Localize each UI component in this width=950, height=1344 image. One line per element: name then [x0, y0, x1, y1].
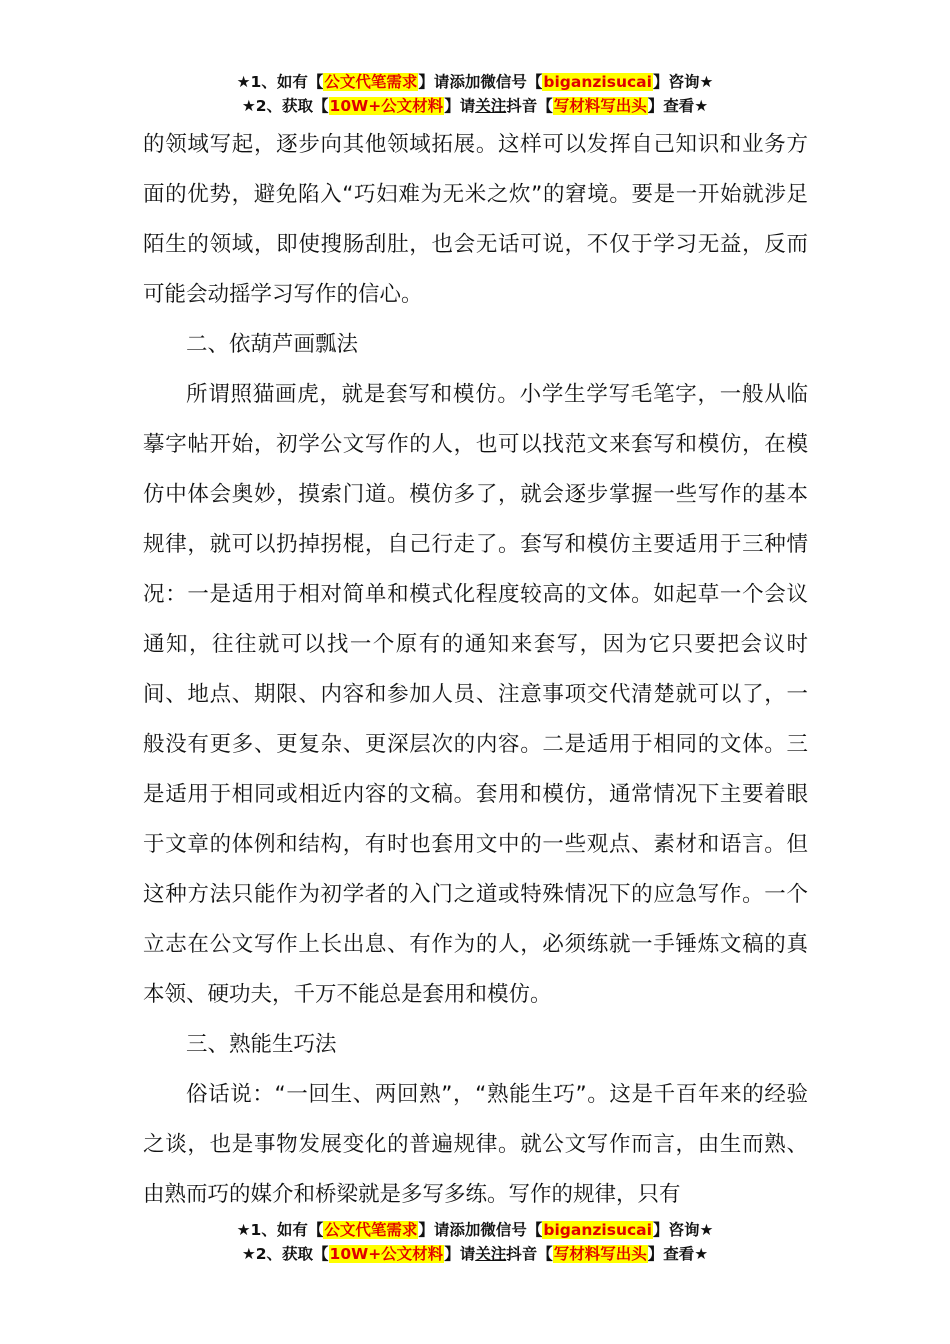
paragraph-continued: 的领域写起，逐步向其他领域拓展。这样可以发挥自己知识和业务方面的优势，避免陷入“巧妇难为无米之炊”的窘境。要是一开始就涉足陌生的领域，即使搜肠刮肚，也会无话可说，不仅于学习无益，反而可能会动摇学习写作的信心。 [143, 132, 808, 307]
promo-text: 】查看 [647, 97, 695, 115]
promo-highlight: 公文代笔需求 [324, 1221, 418, 1239]
section-heading-3: 三、熟能生巧法 [186, 1032, 337, 1057]
promo-highlight: biganzisucai [543, 1221, 652, 1239]
star-icon: ★ [694, 1245, 709, 1263]
paragraph: 俗话说：“一回生、两回熟”，“熟能生巧”。这是千百年来的经验之谈，也是事物发展变化的普遍规律。就公文写作而言，由生而熟、由熟而巧的媒介和桥梁就是多写多练。写作的规律，只有 [143, 1082, 808, 1207]
promo-highlight: 写材料写出头 [553, 1245, 647, 1263]
document-body [143, 120, 808, 1220]
promo-highlight: 10W+公文材料 [329, 97, 444, 115]
star-icon: ★ [236, 73, 251, 91]
promo-text: 】请 [444, 97, 476, 115]
promo-line-1 [0, 70, 950, 94]
promo-text: 1、如有【 [250, 73, 324, 91]
paragraph: 所谓照猫画虎，就是套写和模仿。小学生学写毛笔字，一般从临摹字帖开始，初学公文写作的人，也可以找范文来套写和模仿，在模仿中体会奥妙，摸索门道。模仿多了，就会逐步掌握一些写作的基本规律，就可以扔掉拐棍，自己行走了。套写和模仿主要适用于三种情况：一是适用于相对简单和模式化程度较高的文体。如起草一个会议通知，往往就可以找一个原有的通知来套写，因为它只要把会议时间、地点、期限、内容和参加人员、注意事项交代清楚就可以了，一般没有更多、更复杂、更深层次的内容。二是适用于相同的文体。三是适用于相同或相近内容的文稿。套用和模仿，通常情况下主要着眼于文章的体例和结构，有时也套用文中的一些观点、素材和语言。但这种方法只能作为初学者的入门之道或特殊情况下的应急写作。一个立志在公文写作上长出息、有作为的人，必须练就一手锤炼文稿的真本领、硬功夫，千万不能总是套用和模仿。 [143, 382, 808, 1007]
promo-text: 2、获取【 [255, 97, 329, 115]
promo-text: 微信号【 [480, 73, 543, 91]
promo-text: 】查看 [647, 1245, 695, 1263]
promo-highlight: 公文代笔需求 [324, 73, 418, 91]
star-icon: ★ [241, 97, 256, 115]
promo-line-1 [0, 1218, 950, 1242]
star-icon: ★ [241, 1245, 256, 1263]
promo-line-2 [0, 1242, 950, 1266]
promo-highlight: 写材料写出头 [553, 97, 647, 115]
promo-highlight: biganzisucai [543, 73, 652, 91]
promo-emphasis: 关注 [475, 1245, 507, 1263]
promo-text: 】咨询 [652, 73, 700, 91]
promo-line-2 [0, 94, 950, 118]
promo-text: 】请 [444, 1245, 476, 1263]
promo-text: 】请 [418, 73, 450, 91]
star-icon: ★ [236, 1221, 251, 1239]
promo-text: 】咨询 [652, 1221, 700, 1239]
promo-text: 1、如有【 [250, 1221, 324, 1239]
promo-emphasis: 添加 [449, 73, 481, 91]
section-heading-2: 二、依葫芦画瓢法 [186, 332, 359, 357]
star-icon: ★ [699, 1221, 714, 1239]
promo-banner-bottom [0, 1218, 950, 1266]
promo-banner-top [0, 70, 950, 118]
promo-emphasis: 关注 [475, 97, 507, 115]
promo-text: 抖音【 [506, 1245, 553, 1263]
promo-highlight: 10W+公文材料 [329, 1245, 444, 1263]
promo-text: 微信号【 [480, 1221, 543, 1239]
promo-emphasis: 添加 [449, 1221, 481, 1239]
promo-text: 2、获取【 [255, 1245, 329, 1263]
promo-text: 抖音【 [506, 97, 553, 115]
star-icon: ★ [694, 97, 709, 115]
star-icon: ★ [699, 73, 714, 91]
promo-text: 】请 [418, 1221, 450, 1239]
